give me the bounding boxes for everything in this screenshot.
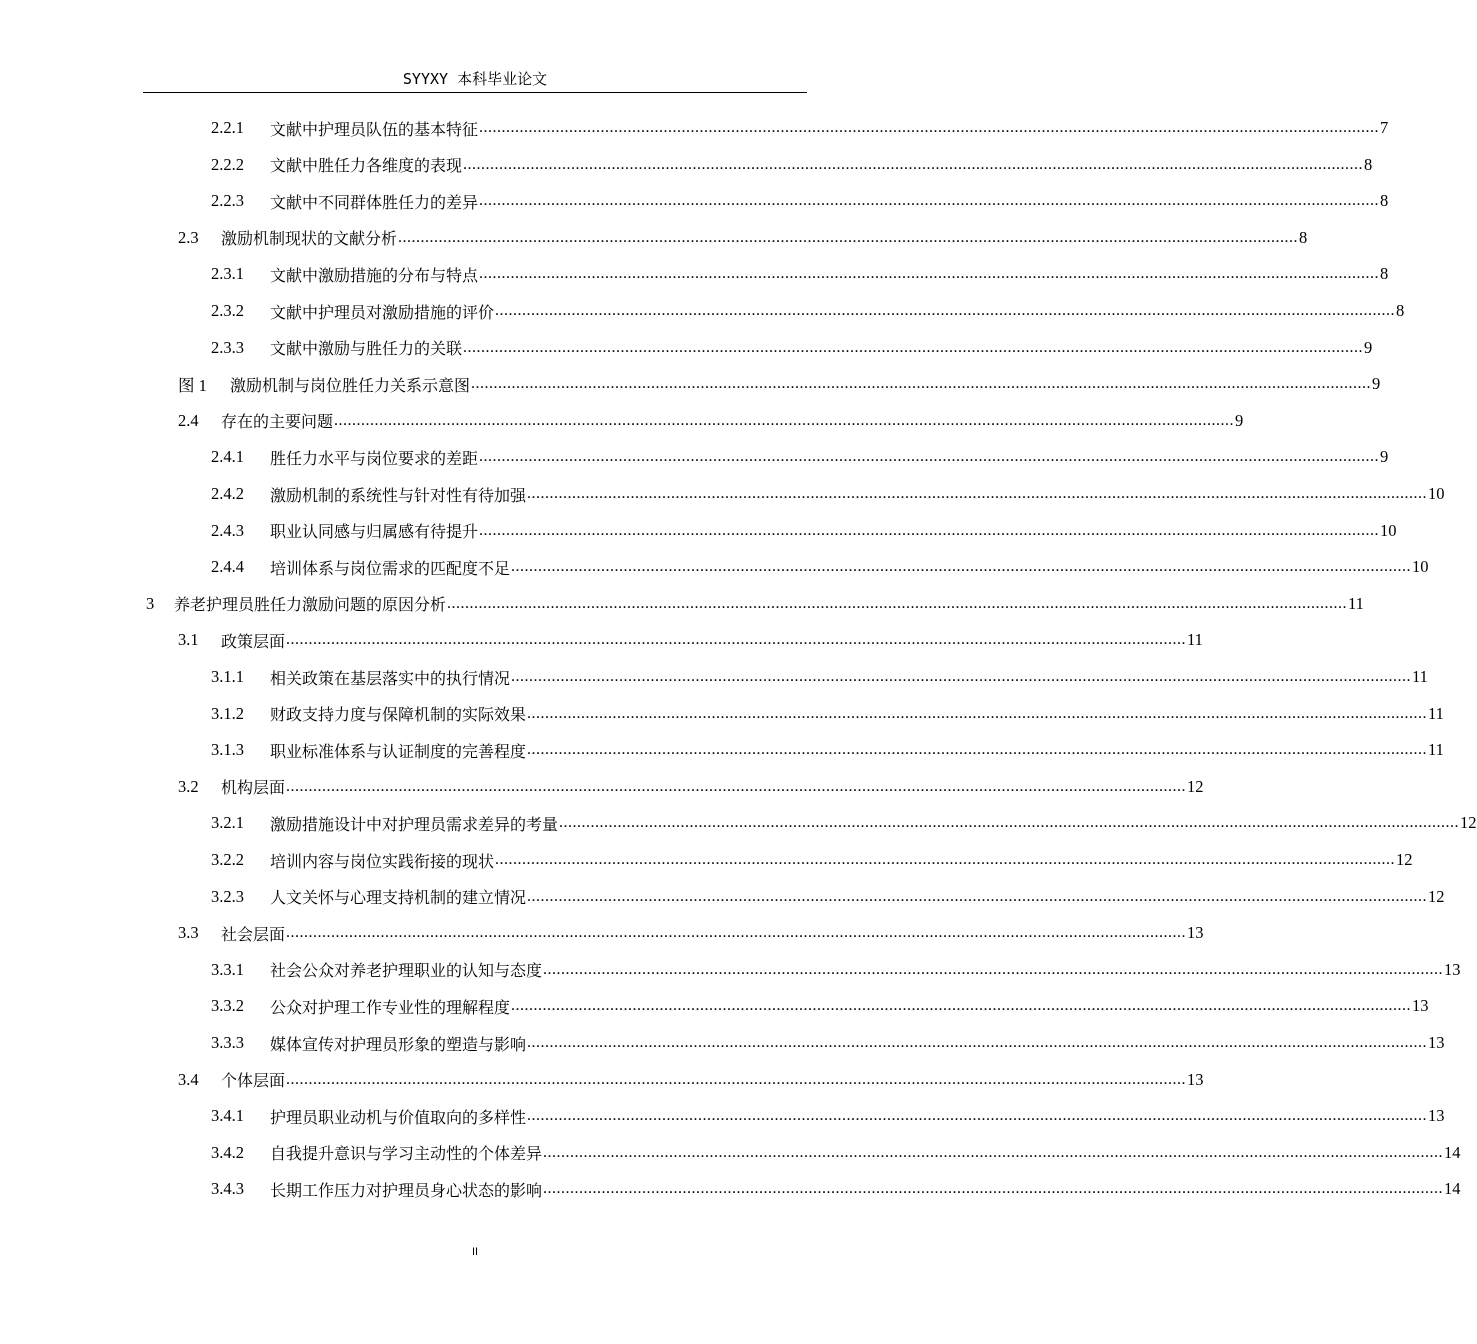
toc-entry-title: 社会层面	[221, 924, 286, 944]
toc-entry-page: 8	[1380, 191, 1389, 211]
toc-entry[interactable]	[211, 842, 1413, 878]
toc-entry-page: 13	[1187, 923, 1204, 943]
toc-entry-number: 3.4.2	[211, 1142, 244, 1162]
toc-dot-leader: ........................................................................................................................................................................................................	[527, 485, 1428, 502]
toc-entry-page: 13	[1187, 1069, 1204, 1089]
toc-entry[interactable]	[211, 476, 1445, 512]
toc-entry-page: 9	[1364, 337, 1373, 357]
toc-entry-page: 11	[1428, 703, 1444, 723]
toc-entry-number: 3.2	[178, 776, 199, 796]
toc-entry-page: 8	[1299, 227, 1308, 247]
toc-entry-title: 媒体宣传对护理员形象的塑造与影响	[270, 1034, 527, 1054]
toc-entry-page: 10	[1428, 484, 1445, 503]
toc-dot-leader: ........................................................................................................................................................................................................	[286, 631, 1187, 649]
toc-entry-page: 9	[1235, 410, 1244, 430]
toc-entry-number: 2.3.3	[211, 337, 244, 357]
toc-entry-title: 文献中激励措施的分布与特点	[270, 265, 479, 285]
toc-entry-title: 个体层面	[221, 1071, 286, 1091]
toc-entry-number: 3.3.3	[211, 1033, 244, 1052]
toc-entry-page: 14	[1444, 1179, 1461, 1199]
toc-dot-leader: ........................................................................................................................................................................................................	[495, 302, 1396, 319]
toc-entry-number: 3.1.3	[211, 740, 244, 760]
toc-entry[interactable]	[211, 1171, 1461, 1207]
toc-entry[interactable]	[211, 513, 1397, 549]
toc-entry-number: 3.4.1	[211, 1106, 244, 1126]
toc-entry[interactable]	[211, 696, 1444, 732]
toc-entry-number: 3.4.3	[211, 1179, 244, 1199]
toc-entry-page: 9	[1380, 447, 1389, 467]
toc-dot-leader: ........................................................................................................................................................................................................	[463, 155, 1364, 173]
toc-dot-leader: ........................................................................................................................................................................................................	[286, 777, 1187, 795]
toc-entry[interactable]	[146, 586, 1364, 622]
toc-entry-number: 图 1	[178, 376, 207, 396]
toc-entry-number: 3.3.2	[211, 996, 244, 1016]
toc-entry-title: 文献中护理员队伍的基本特征	[270, 119, 479, 139]
toc-entry-page: 7	[1380, 118, 1389, 137]
toc-entry[interactable]	[211, 732, 1444, 768]
toc-entry-title: 培训体系与岗位需求的匹配度不足	[270, 558, 511, 578]
toc-entry-title: 相关政策在基层落实中的执行情况	[270, 668, 511, 688]
toc-entry-title: 长期工作压力对护理员身心状态的影响	[270, 1180, 543, 1200]
toc-entry[interactable]	[211, 1025, 1445, 1061]
toc-entry-title: 培训内容与岗位实践衔接的现状	[270, 851, 495, 871]
toc-entry[interactable]	[178, 1062, 1204, 1098]
toc-entry-number: 2.4	[178, 410, 199, 430]
toc-figure-entry[interactable]	[178, 366, 1381, 402]
toc-entry-title: 激励机制与岗位胜任力关系示意图	[230, 375, 471, 395]
toc-entry-page: 13	[1428, 1033, 1445, 1052]
toc-entry-number: 2.2.2	[211, 154, 244, 174]
toc-entry[interactable]	[211, 549, 1429, 585]
toc-entry-page: 8	[1396, 301, 1405, 320]
toc-dot-leader: ........................................................................................................................................................................................................	[543, 960, 1444, 978]
toc-entry-number: 2.3.1	[211, 264, 244, 284]
toc-entry-title: 文献中不同群体胜任力的差异	[270, 192, 479, 212]
toc-entry-page: 12	[1187, 776, 1204, 796]
toc-entry[interactable]	[211, 952, 1461, 988]
toc-entry[interactable]	[211, 110, 1389, 146]
toc-entry[interactable]	[211, 988, 1429, 1024]
toc-entry[interactable]	[178, 915, 1204, 951]
toc-entry-title: 激励机制现状的文献分析	[221, 229, 398, 249]
toc-entry-number: 3.4	[178, 1069, 199, 1089]
toc-entry-title: 胜任力水平与岗位要求的差距	[270, 448, 479, 468]
toc-entry[interactable]	[178, 622, 1203, 658]
toc-dot-leader: ........................................................................................................................................................................................................	[479, 192, 1380, 210]
toc-dot-leader: ........................................................................................................................................................................................................	[543, 1143, 1444, 1161]
toc-dot-leader: ........................................................................................................................................................................................................	[511, 558, 1412, 576]
toc-dot-leader: ........................................................................................................................................................................................................	[527, 704, 1428, 722]
toc-entry-page: 14	[1444, 1142, 1461, 1162]
toc-dot-leader: ........................................................................................................................................................................................................	[479, 265, 1380, 283]
toc-dot-leader: ........................................................................................................................................................................................................	[479, 448, 1380, 466]
toc-entry[interactable]	[211, 293, 1405, 329]
toc-entry[interactable]	[211, 659, 1428, 695]
toc-entry-number: 2.4.3	[211, 520, 244, 540]
toc-entry-title: 公众对护理工作专业性的理解程度	[270, 997, 511, 1017]
toc-entry-title: 护理员职业动机与价值取向的多样性	[270, 1107, 527, 1127]
toc-entry-title: 自我提升意识与学习主动性的个体差异	[270, 1144, 543, 1164]
toc-entry[interactable]	[211, 439, 1389, 475]
toc-entry-page: 12	[1396, 850, 1413, 869]
toc-entry-number: 3.1.1	[211, 667, 244, 686]
toc-entry-title: 财政支持力度与保障机制的实际效果	[270, 705, 527, 725]
toc-entry-page: 11	[1428, 740, 1444, 760]
toc-entry-number: 3.2.1	[211, 813, 244, 833]
toc-entry-page: 13	[1444, 959, 1461, 979]
toc-entry[interactable]	[211, 183, 1389, 219]
toc-dot-leader: ........................................................................................................................................................................................................	[286, 924, 1187, 942]
toc-entry[interactable]	[211, 1135, 1461, 1171]
page-number: II	[471, 1246, 479, 1258]
toc-entry-number: 3.3	[178, 923, 199, 943]
toc-dot-leader: ........................................................................................................................................................................................................	[527, 1034, 1428, 1051]
toc-entry-page: 13	[1412, 996, 1429, 1016]
toc-entry-number: 2.4.4	[211, 557, 244, 577]
toc-entry-page: 9	[1372, 374, 1381, 394]
toc-entry[interactable]	[178, 403, 1244, 439]
toc-dot-leader: ........................................................................................................................................................................................................	[543, 1180, 1444, 1198]
toc-entry-title: 文献中胜任力各维度的表现	[270, 156, 463, 176]
toc-entry-page: 13	[1428, 1106, 1445, 1126]
toc-dot-leader: ........................................................................................................................................................................................................	[559, 814, 1460, 832]
toc-entry-page: 8	[1364, 154, 1373, 174]
toc-entry[interactable]	[211, 147, 1373, 183]
toc-entry-title: 激励机制的系统性与针对性有待加强	[270, 485, 527, 505]
toc-entry-title: 职业认同感与归属感有待提升	[270, 522, 479, 542]
toc-entry-page: 12	[1460, 813, 1477, 833]
toc-entry-number: 2.4.2	[211, 484, 244, 503]
toc-entry-page: 10	[1380, 520, 1397, 540]
toc-entry-title: 人文关怀与心理支持机制的建立情况	[270, 888, 527, 908]
toc-entry-number: 3.3.1	[211, 959, 244, 979]
toc-entry-title: 文献中激励与胜任力的关联	[270, 339, 463, 359]
toc-dot-leader: ........................................................................................................................................................................................................	[511, 668, 1412, 685]
toc-entry[interactable]	[178, 220, 1308, 256]
toc-dot-leader: ........................................................................................................................................................................................................	[334, 411, 1235, 429]
toc-entry[interactable]	[211, 879, 1445, 915]
toc-entry-title: 政策层面	[221, 631, 286, 651]
toc-entry-number: 2.2.1	[211, 118, 244, 137]
toc-dot-leader: ........................................................................................................................................................................................................	[511, 997, 1412, 1015]
toc-entry-number: 3.2.2	[211, 850, 244, 869]
toc-entry-title: 激励措施设计中对护理员需求差异的考量	[270, 814, 559, 834]
toc-entry-number: 2.3	[178, 227, 199, 247]
toc-dot-leader: ........................................................................................................................................................................................................	[527, 741, 1428, 759]
toc-entry-title: 文献中护理员对激励措施的评价	[270, 302, 495, 322]
toc-entry-number: 2.2.3	[211, 191, 244, 211]
toc-entry-number: 2.3.2	[211, 301, 244, 320]
toc-dot-leader: ........................................................................................................................................................................................................	[479, 119, 1380, 136]
toc-entry[interactable]	[178, 769, 1204, 805]
toc-entry[interactable]	[211, 330, 1373, 366]
toc-entry-title: 社会公众对养老护理职业的认知与态度	[270, 961, 543, 981]
page-header: SYYXY 本科毕业论文	[143, 66, 807, 93]
toc-entry-number: 3.1.2	[211, 703, 244, 723]
toc-dot-leader: ........................................................................................................................................................................................................	[286, 1070, 1187, 1088]
toc-entry-page: 11	[1187, 630, 1203, 650]
toc-entry[interactable]	[211, 805, 1477, 841]
toc-entry-number: 3.2.3	[211, 886, 244, 906]
toc-entry-page: 11	[1348, 593, 1364, 613]
toc-dot-leader: ........................................................................................................................................................................................................	[479, 521, 1380, 539]
toc-dot-leader: ........................................................................................................................................................................................................	[471, 375, 1372, 393]
toc-dot-leader: ........................................................................................................................................................................................................	[527, 1107, 1428, 1125]
toc-entry-title: 机构层面	[221, 778, 286, 798]
toc-dot-leader: ........................................................................................................................................................................................................	[527, 887, 1428, 905]
toc-dot-leader: ........................................................................................................................................................................................................	[398, 228, 1299, 246]
toc-entry-title: 存在的主要问题	[221, 412, 334, 432]
toc-entry-title: 养老护理员胜任力激励问题的原因分析	[174, 595, 447, 615]
toc-entry-title: 职业标准体系与认证制度的完善程度	[270, 741, 527, 761]
toc-entry-page: 8	[1380, 264, 1389, 284]
toc-entry-number: 2.4.1	[211, 447, 244, 467]
toc-entry-page: 11	[1412, 667, 1428, 686]
toc-entry-number: 3	[146, 593, 155, 613]
toc-entry-page: 12	[1428, 886, 1445, 906]
toc-entry-page: 10	[1412, 557, 1429, 577]
toc-dot-leader: ........................................................................................................................................................................................................	[495, 851, 1396, 868]
toc-dot-leader: ........................................................................................................................................................................................................	[463, 338, 1364, 356]
toc-entry[interactable]	[211, 256, 1389, 292]
toc-dot-leader: ........................................................................................................................................................................................................	[447, 594, 1348, 612]
toc-entry-number: 3.1	[178, 630, 199, 650]
toc-entry[interactable]	[211, 1098, 1445, 1134]
